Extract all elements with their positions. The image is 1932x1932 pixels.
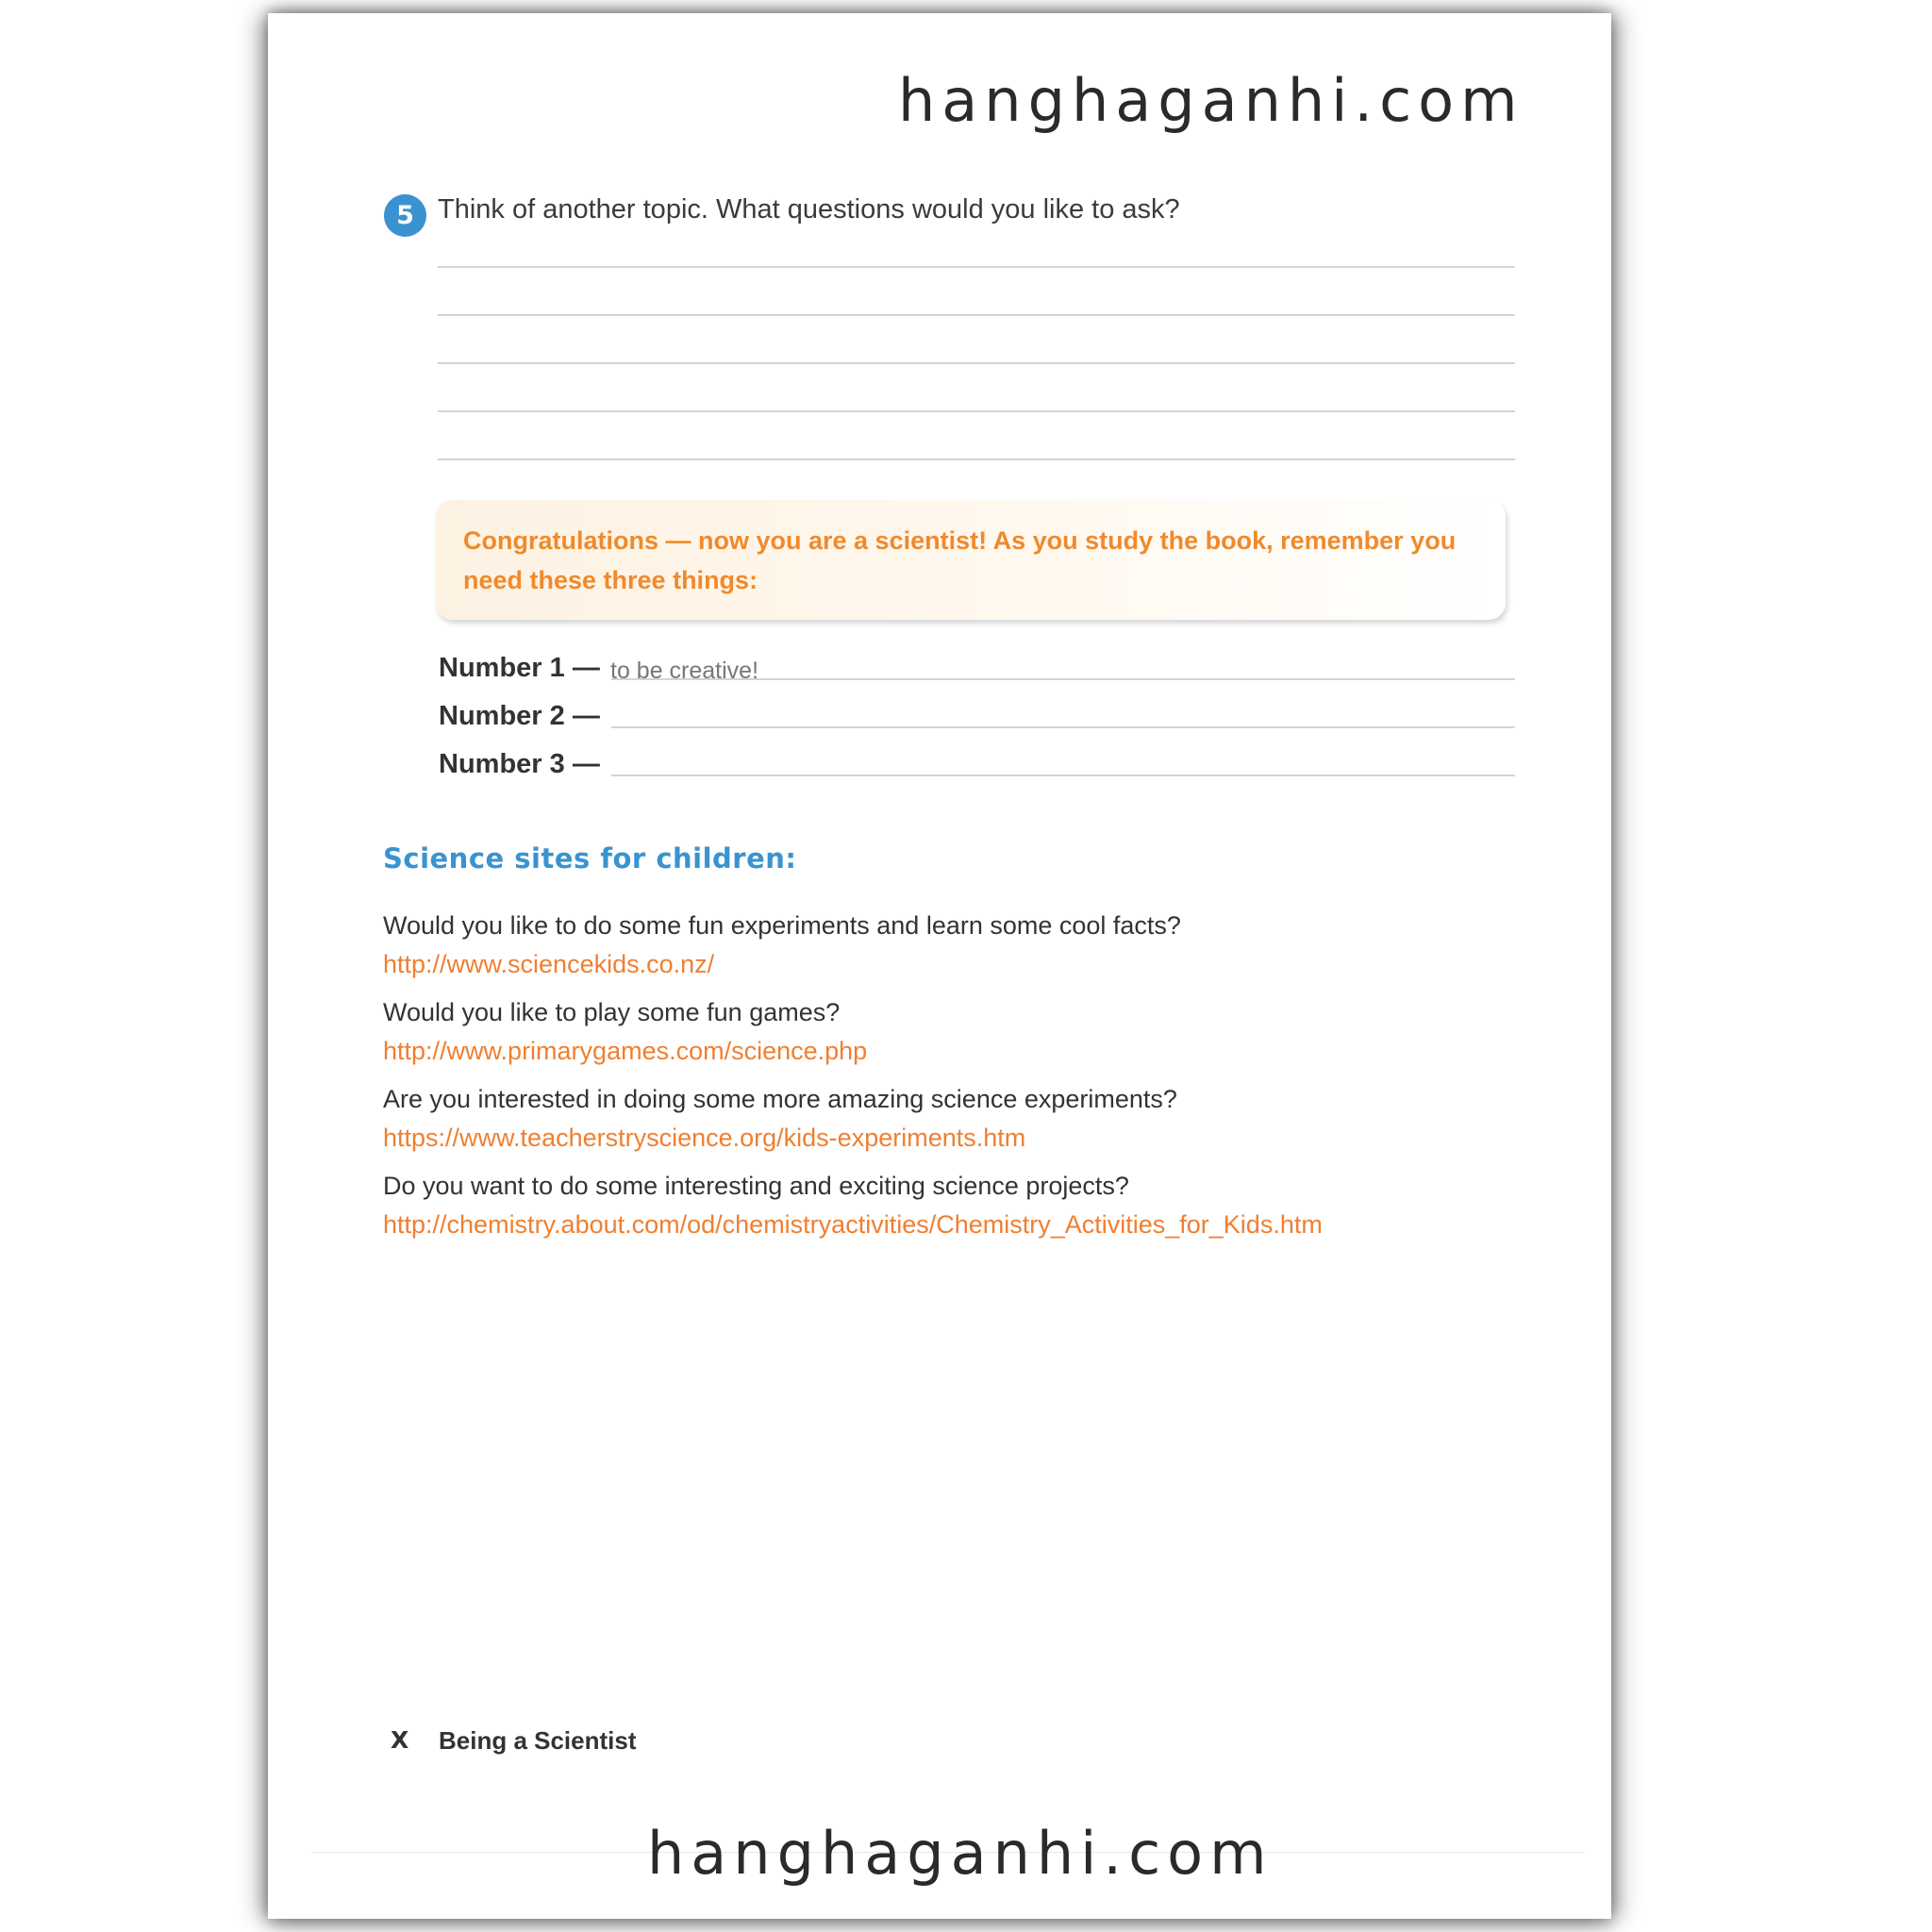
number-3-label: Number 3 —	[439, 749, 600, 779]
answer-line[interactable]	[438, 314, 1515, 316]
answer-line[interactable]	[438, 362, 1515, 364]
site-question: Would you like to play some fun games?	[383, 998, 841, 1026]
answer-line[interactable]	[438, 458, 1515, 460]
number-1-line[interactable]	[611, 678, 1515, 680]
number-1-label: Number 1 —	[439, 653, 600, 683]
question-number-badge: 5	[384, 194, 426, 237]
science-sites-heading: Science sites for children:	[383, 842, 797, 874]
site-link[interactable]: http://www.sciencekids.co.nz/	[383, 950, 715, 978]
question-text: Think of another topic. What questions would you like to ask?	[438, 194, 1180, 225]
site-question: Do you want to do some interesting and exciting science projects?	[383, 1172, 1129, 1200]
site-link[interactable]: https://www.teacherstryscience.org/kids-experiments.htm	[383, 1124, 1026, 1152]
answer-line[interactable]	[438, 410, 1515, 412]
answer-line[interactable]	[438, 266, 1515, 268]
footer-page-marker: X	[391, 1726, 409, 1754]
congrats-text: Congratulations — now you are a scientist! As you study the book, remember you need these three things:	[463, 526, 1457, 594]
number-2-line[interactable]	[611, 726, 1515, 728]
number-2-label: Number 2 —	[439, 701, 600, 731]
site-question: Are you interested in doing some more amazing science experiments?	[383, 1085, 1177, 1113]
number-3-line[interactable]	[611, 774, 1515, 776]
number-1-answer[interactable]: to be creative!	[610, 658, 759, 684]
watermark-bottom: hanghaganhi.com	[647, 1819, 1274, 1888]
footer-title: Being a Scientist	[439, 1726, 637, 1755]
watermark-top: hanghaganhi.com	[898, 66, 1524, 135]
site-link[interactable]: http://chemistry.about.com/od/chemistryactivities/Chemistry_Activities_for_Kids.htm	[383, 1210, 1323, 1239]
site-question: Would you like to do some fun experiments and learn some cool facts?	[383, 911, 1181, 940]
site-link[interactable]: http://www.primarygames.com/science.php	[383, 1037, 868, 1065]
